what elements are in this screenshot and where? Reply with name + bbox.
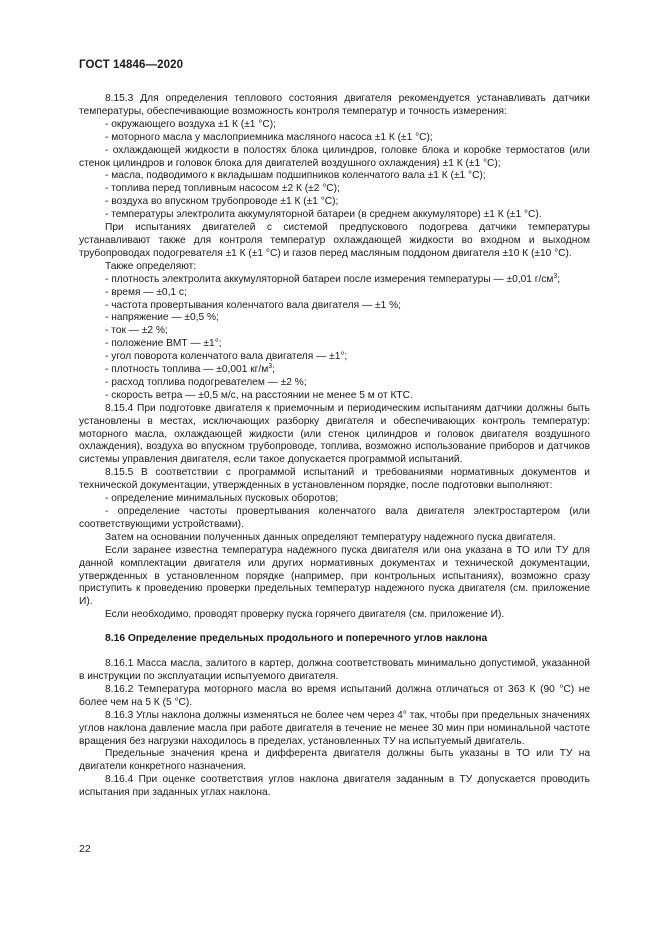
block-text: Если заранее известна температура надежного пуска двигателя или она указана в ТО или ТУ для данной комплектации двигателя или других нормативных документах и технической документации, утвержденных в установленном порядке (например, при контрольных испытаниях), возможно сразу приступить к проведению проверки предельных температур надежного пуска двигателя (см. приложение И). bbox=[79, 544, 590, 608]
block-text: 8.16 Определение предельных продольного и поперечного углов наклона bbox=[105, 633, 488, 645]
block-text: - плотность электролита аккумуляторной батареи после измерения температуры — ±0,01 г/см bbox=[105, 273, 554, 285]
list-item bbox=[79, 312, 590, 325]
list-item bbox=[79, 325, 590, 338]
page-number: 22 bbox=[79, 843, 91, 855]
list-item bbox=[79, 132, 590, 145]
block-text: - плотность топлива — ±0,001 кг/м bbox=[105, 364, 269, 376]
block-text: 8.16.2 Температура моторного масла во время испытаний должна отличаться от 363 К (90 °С) не более чем на 5 К (5 °С). bbox=[79, 683, 590, 708]
block-text: - скорость ветра — ±0,5 м/с, на расстоянии не менее 5 м от КТС. bbox=[105, 389, 413, 401]
block-text: Предельные значения крена и дифферента двигателя должны быть указаны в ТО или ТУ на двигатели конкретного назначения. bbox=[79, 748, 590, 773]
block-text: 8.16.4 При оценке соответствия углов наклона двигателя заданным в ТУ допускается проводить испытания при заданных углах наклона. bbox=[79, 774, 590, 799]
block-text: 8.15.5 В соответствии с программой испытаний и требованиями нормативных документов и технической документации, утвержденных в установленном порядке, после подготовки выполняют: bbox=[79, 467, 590, 492]
list-item bbox=[79, 364, 590, 377]
block-text: - положение ВМТ — ±1°; bbox=[105, 338, 222, 350]
paragraph bbox=[79, 93, 590, 119]
block-text: При испытаниях двигателей с системой предпускового подогрева датчики температуры устанавливают также для контроля температур охлаждающей жидкости во входном и выходном трубопроводах подогревателя ±1 К (±1 °С) и газов перед масляным поддоном двигателя ±10 К (±10 °С). bbox=[79, 222, 590, 259]
block-text: 8.16.3 Углы наклона должны изменяться не более чем через 4° так, чтобы при предельных значениях углов наклона давление масла при работе двигателя в течение не менее 30 мин при номинальной частоте вращения без нагрузки находилось в пределах, установленных ТУ на испытуемый двигатель. bbox=[79, 709, 590, 747]
paragraph bbox=[79, 532, 590, 545]
paragraph bbox=[79, 658, 590, 684]
paragraph bbox=[79, 609, 590, 622]
paragraph bbox=[79, 684, 590, 710]
paragraph bbox=[79, 774, 590, 800]
block-tail: ; bbox=[272, 364, 275, 376]
paragraph bbox=[79, 403, 590, 468]
list-item bbox=[79, 261, 590, 274]
list-item bbox=[79, 377, 590, 390]
block-text: 8.15.4 При подготовке двигателя к приемочным и периодическим испытаниям датчики должны быть установлены в местах, исключающих разборку двигателя и обеспечивающих контроль температур: моторного масла, охлаждающей жидкости (или стенок цилиндров и головок двигателя воздушного охлаждения), воздуха во впускном трубопроводе, топлива, возможно использование приборов и датчиков системы управления двигателя, если такое допускается программой испытаний. bbox=[79, 402, 590, 466]
list-item bbox=[79, 493, 590, 506]
block-text: - моторного масла у маслоприемника масляного насоса ±1 К (±1 °С); bbox=[105, 131, 433, 143]
block-text: - ток — ±2 %; bbox=[105, 325, 168, 337]
list-item bbox=[79, 170, 590, 183]
list-item bbox=[79, 338, 590, 351]
block-text: - воздуха во впускном трубопроводе ±1 К (±1 °С); bbox=[105, 196, 339, 208]
block-text: - температуры электролита аккумуляторной батареи (в среднем аккумуляторе) ±1 К (±1 °С). bbox=[105, 209, 542, 221]
block-text: 8.15.3 Для определения теплового состояния двигателя рекомендуется устанавливать датчики температуры, обеспечивающие возможность контроля температур и точность измерения: bbox=[79, 93, 590, 117]
block-text: 8.16.1 Масса масла, залитого в картер, должна соответствовать минимально допустимой, указанной в инструкции по эксплуатации испытуемого двигателя. bbox=[79, 658, 590, 682]
block-text: Также определяют: bbox=[105, 260, 197, 272]
block-text: - определение минимальных пусковых оборотов; bbox=[105, 493, 339, 505]
block-text: - масла, подводимого к вкладышам подшипников коленчатого вала ±1 К (±1 °С); bbox=[105, 170, 486, 182]
block-text: - угол поворота коленчатого вала двигателя — ±1°; bbox=[105, 351, 348, 363]
superscript: 3 bbox=[553, 272, 558, 280]
list-item bbox=[79, 274, 590, 287]
list-item bbox=[79, 209, 590, 222]
paragraph bbox=[79, 545, 590, 610]
paragraph bbox=[79, 710, 590, 749]
paragraph bbox=[79, 467, 590, 493]
block-text: - топлива перед топливным насосом ±2 К (±2 °С); bbox=[105, 183, 340, 195]
block-text: - частота провертывания коленчатого вала двигателя — ±1 %; bbox=[105, 299, 401, 311]
list-item bbox=[79, 196, 590, 209]
block-text: Если необходимо, проводят проверку пуска горячего двигателя (см. приложение И). bbox=[105, 609, 505, 621]
block-text: - расход топлива подогревателем — ±2 %; bbox=[105, 376, 307, 388]
block-text: - напряжение — ±0,5 %; bbox=[105, 312, 219, 324]
list-item bbox=[79, 390, 590, 403]
block-text: - определение частоты провертывания коленчатого вала двигателя электростартером (или соответствующими устройствами). bbox=[79, 506, 590, 530]
list-item bbox=[79, 119, 590, 132]
list-item bbox=[79, 351, 590, 364]
block-tail: ; bbox=[557, 273, 561, 285]
list-item bbox=[79, 183, 590, 196]
list-item bbox=[79, 300, 590, 313]
document-body bbox=[79, 93, 590, 800]
block-text: - окружающего воздуха ±1 К (±1 °С); bbox=[105, 118, 276, 130]
paragraph bbox=[79, 145, 590, 171]
paragraph bbox=[79, 748, 590, 774]
block-text: - охлаждающей жидкости в полостях блока цилиндров, головке блока и коробке термостатов (или стенок цилиндров и головок блока для двигателей воздушного охлаждения) ±1 К (±1 °С); bbox=[79, 144, 590, 169]
document-header: ГОСТ 14846—2020 bbox=[79, 59, 184, 71]
paragraph bbox=[79, 222, 590, 261]
block-text: - время — ±0,1 с; bbox=[105, 286, 187, 298]
paragraph bbox=[79, 506, 590, 532]
block-text: Затем на основании полученных данных определяют температуру надежного пуска двигателя. bbox=[105, 531, 556, 543]
section-heading bbox=[105, 633, 590, 646]
list-item bbox=[79, 287, 590, 300]
superscript: 3 bbox=[268, 363, 273, 371]
